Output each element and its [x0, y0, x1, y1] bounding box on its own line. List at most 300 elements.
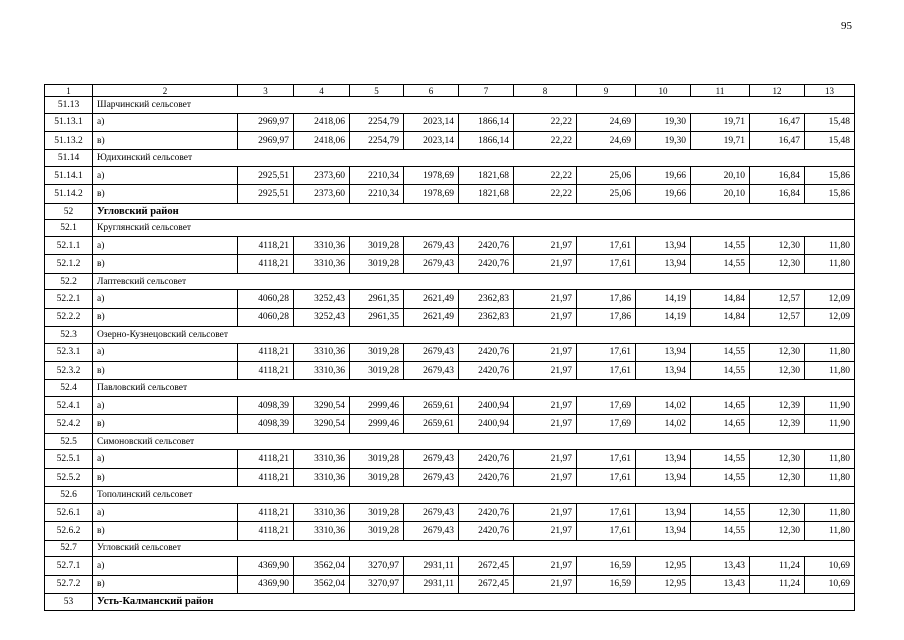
value-cell: 19,66	[636, 166, 691, 184]
value-cell: 13,94	[636, 255, 691, 273]
value-cell: 2679,43	[404, 343, 459, 361]
value-cell: 1978,69	[404, 166, 459, 184]
council-name: Шарчинский сельсовет	[93, 97, 855, 114]
value-cell: 1866,14	[459, 113, 514, 131]
row-option-label: а)	[93, 343, 238, 361]
value-cell: 2999,46	[350, 415, 404, 433]
tariff-table	[44, 84, 855, 611]
value-cell: 3019,28	[350, 522, 404, 540]
value-cell: 12,09	[805, 290, 855, 308]
value-cell: 13,94	[636, 522, 691, 540]
value-cell: 2420,76	[459, 255, 514, 273]
council-row	[45, 150, 855, 167]
value-cell: 2925,51	[238, 166, 294, 184]
value-cell: 12,30	[750, 468, 805, 486]
value-cell: 13,94	[636, 468, 691, 486]
table-row	[45, 557, 855, 575]
value-cell: 2373,60	[294, 185, 350, 203]
value-cell: 21,97	[514, 290, 577, 308]
row-code: 52.3.2	[45, 362, 93, 380]
value-cell: 4369,90	[238, 575, 294, 593]
value-cell: 11,80	[805, 362, 855, 380]
value-cell: 21,97	[514, 557, 577, 575]
value-cell: 2679,43	[404, 450, 459, 468]
value-cell: 20,10	[691, 166, 750, 184]
row-option-label: в)	[93, 415, 238, 433]
value-cell: 1821,68	[459, 166, 514, 184]
value-cell: 3310,36	[294, 343, 350, 361]
value-cell: 16,84	[750, 166, 805, 184]
value-cell: 12,30	[750, 362, 805, 380]
column-number: 1	[45, 85, 93, 97]
table-row	[45, 255, 855, 273]
row-code: 52.2.1	[45, 290, 93, 308]
council-row	[45, 273, 855, 290]
value-cell: 14,84	[691, 308, 750, 326]
row-code: 52.3	[45, 327, 93, 344]
column-number: 11	[691, 85, 750, 97]
table-row	[45, 290, 855, 308]
value-cell: 2420,76	[459, 522, 514, 540]
value-cell: 3270,97	[350, 575, 404, 593]
council-row	[45, 220, 855, 237]
value-cell: 14,55	[691, 468, 750, 486]
row-option-label: а)	[93, 236, 238, 254]
table-row	[45, 468, 855, 486]
value-cell: 17,69	[577, 415, 636, 433]
value-cell: 3562,04	[294, 557, 350, 575]
row-option-label: в)	[93, 522, 238, 540]
value-cell: 11,24	[750, 575, 805, 593]
value-cell: 21,97	[514, 308, 577, 326]
value-cell: 2420,76	[459, 468, 514, 486]
row-option-label: в)	[93, 308, 238, 326]
value-cell: 3310,36	[294, 450, 350, 468]
value-cell: 4118,21	[238, 255, 294, 273]
value-cell: 11,80	[805, 236, 855, 254]
district-row	[45, 593, 855, 610]
row-option-label: а)	[93, 450, 238, 468]
value-cell: 3310,36	[294, 468, 350, 486]
value-cell: 14,55	[691, 522, 750, 540]
value-cell: 3019,28	[350, 503, 404, 521]
row-option-label: в)	[93, 468, 238, 486]
value-cell: 13,43	[691, 557, 750, 575]
value-cell: 4060,28	[238, 290, 294, 308]
value-cell: 12,09	[805, 308, 855, 326]
table-row	[45, 343, 855, 361]
row-code: 51.13	[45, 97, 93, 114]
row-code: 52.6.2	[45, 522, 93, 540]
row-option-label: а)	[93, 290, 238, 308]
value-cell: 21,97	[514, 503, 577, 521]
value-cell: 3019,28	[350, 362, 404, 380]
council-name: Симоновский сельсовет	[93, 433, 855, 450]
value-cell: 4118,21	[238, 236, 294, 254]
value-cell: 4060,28	[238, 308, 294, 326]
value-cell: 10,69	[805, 575, 855, 593]
value-cell: 2210,34	[350, 185, 404, 203]
value-cell: 12,95	[636, 557, 691, 575]
value-cell: 3310,36	[294, 362, 350, 380]
value-cell: 3310,36	[294, 236, 350, 254]
value-cell: 15,48	[805, 113, 855, 131]
value-cell: 3252,43	[294, 290, 350, 308]
value-cell: 3019,28	[350, 468, 404, 486]
value-cell: 24,69	[577, 131, 636, 149]
row-option-label: в)	[93, 575, 238, 593]
value-cell: 17,69	[577, 397, 636, 415]
value-cell: 4098,39	[238, 415, 294, 433]
row-code: 52.6	[45, 487, 93, 504]
value-cell: 2679,43	[404, 468, 459, 486]
council-name: Круглянский сельсовет	[93, 220, 855, 237]
value-cell: 12,57	[750, 308, 805, 326]
table-row	[45, 397, 855, 415]
value-cell: 12,30	[750, 522, 805, 540]
value-cell: 19,30	[636, 131, 691, 149]
value-cell: 11,80	[805, 468, 855, 486]
column-number: 2	[93, 85, 238, 97]
row-option-label: а)	[93, 503, 238, 521]
value-cell: 21,97	[514, 255, 577, 273]
column-number: 6	[404, 85, 459, 97]
row-code: 51.14.2	[45, 185, 93, 203]
council-name: Тополинский сельсовет	[93, 487, 855, 504]
row-option-label: а)	[93, 166, 238, 184]
value-cell: 3290,54	[294, 415, 350, 433]
column-number: 8	[514, 85, 577, 97]
value-cell: 22,22	[514, 113, 577, 131]
table-row	[45, 450, 855, 468]
value-cell: 2679,43	[404, 522, 459, 540]
value-cell: 3019,28	[350, 343, 404, 361]
row-code: 52.6.1	[45, 503, 93, 521]
value-cell: 17,61	[577, 503, 636, 521]
value-cell: 14,02	[636, 397, 691, 415]
value-cell: 14,19	[636, 308, 691, 326]
value-cell: 24,69	[577, 113, 636, 131]
value-cell: 2961,35	[350, 308, 404, 326]
value-cell: 3562,04	[294, 575, 350, 593]
value-cell: 2400,94	[459, 415, 514, 433]
value-cell: 11,80	[805, 503, 855, 521]
row-code: 51.13.1	[45, 113, 93, 131]
row-code: 51.14	[45, 150, 93, 167]
table-row	[45, 236, 855, 254]
row-code: 52.7	[45, 540, 93, 557]
table-row	[45, 308, 855, 326]
value-cell: 21,97	[514, 397, 577, 415]
value-cell: 19,66	[636, 185, 691, 203]
value-cell: 13,94	[636, 503, 691, 521]
value-cell: 2672,45	[459, 557, 514, 575]
council-name: Озерно-Кузнецовский сельсовет	[93, 327, 855, 344]
value-cell: 16,47	[750, 113, 805, 131]
council-name: Угловский сельсовет	[93, 540, 855, 557]
value-cell: 12,30	[750, 503, 805, 521]
council-row	[45, 433, 855, 450]
column-number: 4	[294, 85, 350, 97]
table-header-row	[45, 85, 855, 97]
value-cell: 17,86	[577, 290, 636, 308]
value-cell: 2420,76	[459, 362, 514, 380]
value-cell: 11,80	[805, 522, 855, 540]
value-cell: 12,30	[750, 450, 805, 468]
value-cell: 14,84	[691, 290, 750, 308]
value-cell: 14,02	[636, 415, 691, 433]
council-row	[45, 487, 855, 504]
council-row	[45, 540, 855, 557]
value-cell: 3019,28	[350, 236, 404, 254]
value-cell: 2931,11	[404, 557, 459, 575]
value-cell: 14,65	[691, 397, 750, 415]
row-option-label: а)	[93, 397, 238, 415]
value-cell: 12,30	[750, 255, 805, 273]
value-cell: 22,22	[514, 131, 577, 149]
value-cell: 3019,28	[350, 255, 404, 273]
column-number: 3	[238, 85, 294, 97]
row-code: 52.1	[45, 220, 93, 237]
value-cell: 12,30	[750, 343, 805, 361]
row-code: 52.3.1	[45, 343, 93, 361]
value-cell: 4118,21	[238, 343, 294, 361]
value-cell: 11,90	[805, 397, 855, 415]
value-cell: 2420,76	[459, 343, 514, 361]
value-cell: 3019,28	[350, 450, 404, 468]
value-cell: 12,39	[750, 415, 805, 433]
value-cell: 15,86	[805, 166, 855, 184]
row-code: 51.13.2	[45, 131, 93, 149]
value-cell: 12,39	[750, 397, 805, 415]
value-cell: 2961,35	[350, 290, 404, 308]
value-cell: 2420,76	[459, 450, 514, 468]
value-cell: 16,47	[750, 131, 805, 149]
table-row	[45, 166, 855, 184]
value-cell: 2023,14	[404, 131, 459, 149]
table-row	[45, 113, 855, 131]
value-cell: 11,80	[805, 450, 855, 468]
value-cell: 2420,76	[459, 503, 514, 521]
value-cell: 2254,79	[350, 131, 404, 149]
district-name: Угловский район	[93, 203, 855, 220]
value-cell: 13,94	[636, 343, 691, 361]
value-cell: 2023,14	[404, 113, 459, 131]
value-cell: 21,97	[514, 415, 577, 433]
row-option-label: а)	[93, 557, 238, 575]
value-cell: 14,55	[691, 343, 750, 361]
value-cell: 1978,69	[404, 185, 459, 203]
value-cell: 22,22	[514, 166, 577, 184]
value-cell: 3310,36	[294, 522, 350, 540]
value-cell: 17,86	[577, 308, 636, 326]
value-cell: 14,65	[691, 415, 750, 433]
value-cell: 11,80	[805, 343, 855, 361]
row-code: 52.4.2	[45, 415, 93, 433]
value-cell: 14,55	[691, 362, 750, 380]
value-cell: 21,97	[514, 343, 577, 361]
value-cell: 2969,97	[238, 113, 294, 131]
value-cell: 17,61	[577, 362, 636, 380]
column-number: 13	[805, 85, 855, 97]
value-cell: 17,61	[577, 343, 636, 361]
value-cell: 2659,61	[404, 415, 459, 433]
column-number: 5	[350, 85, 404, 97]
value-cell: 2679,43	[404, 255, 459, 273]
row-code: 52.4.1	[45, 397, 93, 415]
council-name: Юдихинский сельсовет	[93, 150, 855, 167]
value-cell: 15,86	[805, 185, 855, 203]
value-cell: 12,30	[750, 236, 805, 254]
value-cell: 19,30	[636, 113, 691, 131]
value-cell: 2679,43	[404, 503, 459, 521]
row-code: 52.1.1	[45, 236, 93, 254]
value-cell: 2362,83	[459, 290, 514, 308]
value-cell: 17,61	[577, 468, 636, 486]
row-code: 52.7.2	[45, 575, 93, 593]
row-option-label: а)	[93, 113, 238, 131]
value-cell: 14,19	[636, 290, 691, 308]
district-name: Усть-Калманский район	[93, 593, 855, 610]
value-cell: 17,61	[577, 236, 636, 254]
value-cell: 3270,97	[350, 557, 404, 575]
value-cell: 2210,34	[350, 166, 404, 184]
value-cell: 2999,46	[350, 397, 404, 415]
value-cell: 13,94	[636, 236, 691, 254]
column-number: 12	[750, 85, 805, 97]
value-cell: 13,94	[636, 450, 691, 468]
value-cell: 2254,79	[350, 113, 404, 131]
value-cell: 4118,21	[238, 450, 294, 468]
row-code: 52.5	[45, 433, 93, 450]
value-cell: 14,55	[691, 236, 750, 254]
row-code: 51.14.1	[45, 166, 93, 184]
value-cell: 4118,21	[238, 503, 294, 521]
value-cell: 16,59	[577, 557, 636, 575]
value-cell: 19,71	[691, 131, 750, 149]
value-cell: 2418,06	[294, 113, 350, 131]
column-number: 10	[636, 85, 691, 97]
value-cell: 3310,36	[294, 255, 350, 273]
value-cell: 4118,21	[238, 468, 294, 486]
value-cell: 12,95	[636, 575, 691, 593]
council-name: Лаптевский сельсовет	[93, 273, 855, 290]
row-code: 52.4	[45, 380, 93, 397]
row-option-label: в)	[93, 362, 238, 380]
value-cell: 16,59	[577, 575, 636, 593]
value-cell: 3290,54	[294, 397, 350, 415]
value-cell: 21,97	[514, 468, 577, 486]
table-row	[45, 131, 855, 149]
council-name: Павловский сельсовет	[93, 380, 855, 397]
value-cell: 13,43	[691, 575, 750, 593]
row-code: 52.5.2	[45, 468, 93, 486]
value-cell: 21,97	[514, 575, 577, 593]
value-cell: 2659,61	[404, 397, 459, 415]
value-cell: 11,90	[805, 415, 855, 433]
page-number: 95	[841, 20, 852, 32]
value-cell: 4369,90	[238, 557, 294, 575]
value-cell: 17,61	[577, 255, 636, 273]
row-code: 53	[45, 593, 93, 610]
row-code: 52.2	[45, 273, 93, 290]
table-row	[45, 522, 855, 540]
value-cell: 21,97	[514, 450, 577, 468]
council-row	[45, 380, 855, 397]
value-cell: 2931,11	[404, 575, 459, 593]
value-cell: 11,24	[750, 557, 805, 575]
row-code: 52.5.1	[45, 450, 93, 468]
table-row	[45, 362, 855, 380]
value-cell: 1866,14	[459, 131, 514, 149]
value-cell: 25,06	[577, 185, 636, 203]
value-cell: 2621,49	[404, 308, 459, 326]
value-cell: 2373,60	[294, 166, 350, 184]
value-cell: 2679,43	[404, 236, 459, 254]
value-cell: 2969,97	[238, 131, 294, 149]
council-row	[45, 97, 855, 114]
row-option-label: в)	[93, 131, 238, 149]
row-option-label: в)	[93, 185, 238, 203]
value-cell: 17,61	[577, 450, 636, 468]
row-code: 52.1.2	[45, 255, 93, 273]
value-cell: 17,61	[577, 522, 636, 540]
table-row	[45, 575, 855, 593]
value-cell: 14,55	[691, 450, 750, 468]
value-cell: 3310,36	[294, 503, 350, 521]
value-cell: 2679,43	[404, 362, 459, 380]
value-cell: 4118,21	[238, 522, 294, 540]
district-row	[45, 203, 855, 220]
value-cell: 13,94	[636, 362, 691, 380]
row-option-label: в)	[93, 255, 238, 273]
table-row	[45, 503, 855, 521]
value-cell: 21,97	[514, 236, 577, 254]
value-cell: 2420,76	[459, 236, 514, 254]
value-cell: 4098,39	[238, 397, 294, 415]
value-cell: 2362,83	[459, 308, 514, 326]
value-cell: 2400,94	[459, 397, 514, 415]
row-code: 52	[45, 203, 93, 220]
value-cell: 22,22	[514, 185, 577, 203]
value-cell: 25,06	[577, 166, 636, 184]
value-cell: 4118,21	[238, 362, 294, 380]
council-row	[45, 327, 855, 344]
value-cell: 21,97	[514, 362, 577, 380]
value-cell: 16,84	[750, 185, 805, 203]
value-cell: 2925,51	[238, 185, 294, 203]
value-cell: 2672,45	[459, 575, 514, 593]
value-cell: 2621,49	[404, 290, 459, 308]
row-code: 52.7.1	[45, 557, 93, 575]
value-cell: 14,55	[691, 255, 750, 273]
value-cell: 21,97	[514, 522, 577, 540]
table-row	[45, 415, 855, 433]
value-cell: 19,71	[691, 113, 750, 131]
value-cell: 12,57	[750, 290, 805, 308]
value-cell: 1821,68	[459, 185, 514, 203]
value-cell: 15,48	[805, 131, 855, 149]
value-cell: 2418,06	[294, 131, 350, 149]
column-number: 7	[459, 85, 514, 97]
value-cell: 11,80	[805, 255, 855, 273]
value-cell: 14,55	[691, 503, 750, 521]
value-cell: 20,10	[691, 185, 750, 203]
table-row	[45, 185, 855, 203]
column-number: 9	[577, 85, 636, 97]
value-cell: 3252,43	[294, 308, 350, 326]
value-cell: 10,69	[805, 557, 855, 575]
